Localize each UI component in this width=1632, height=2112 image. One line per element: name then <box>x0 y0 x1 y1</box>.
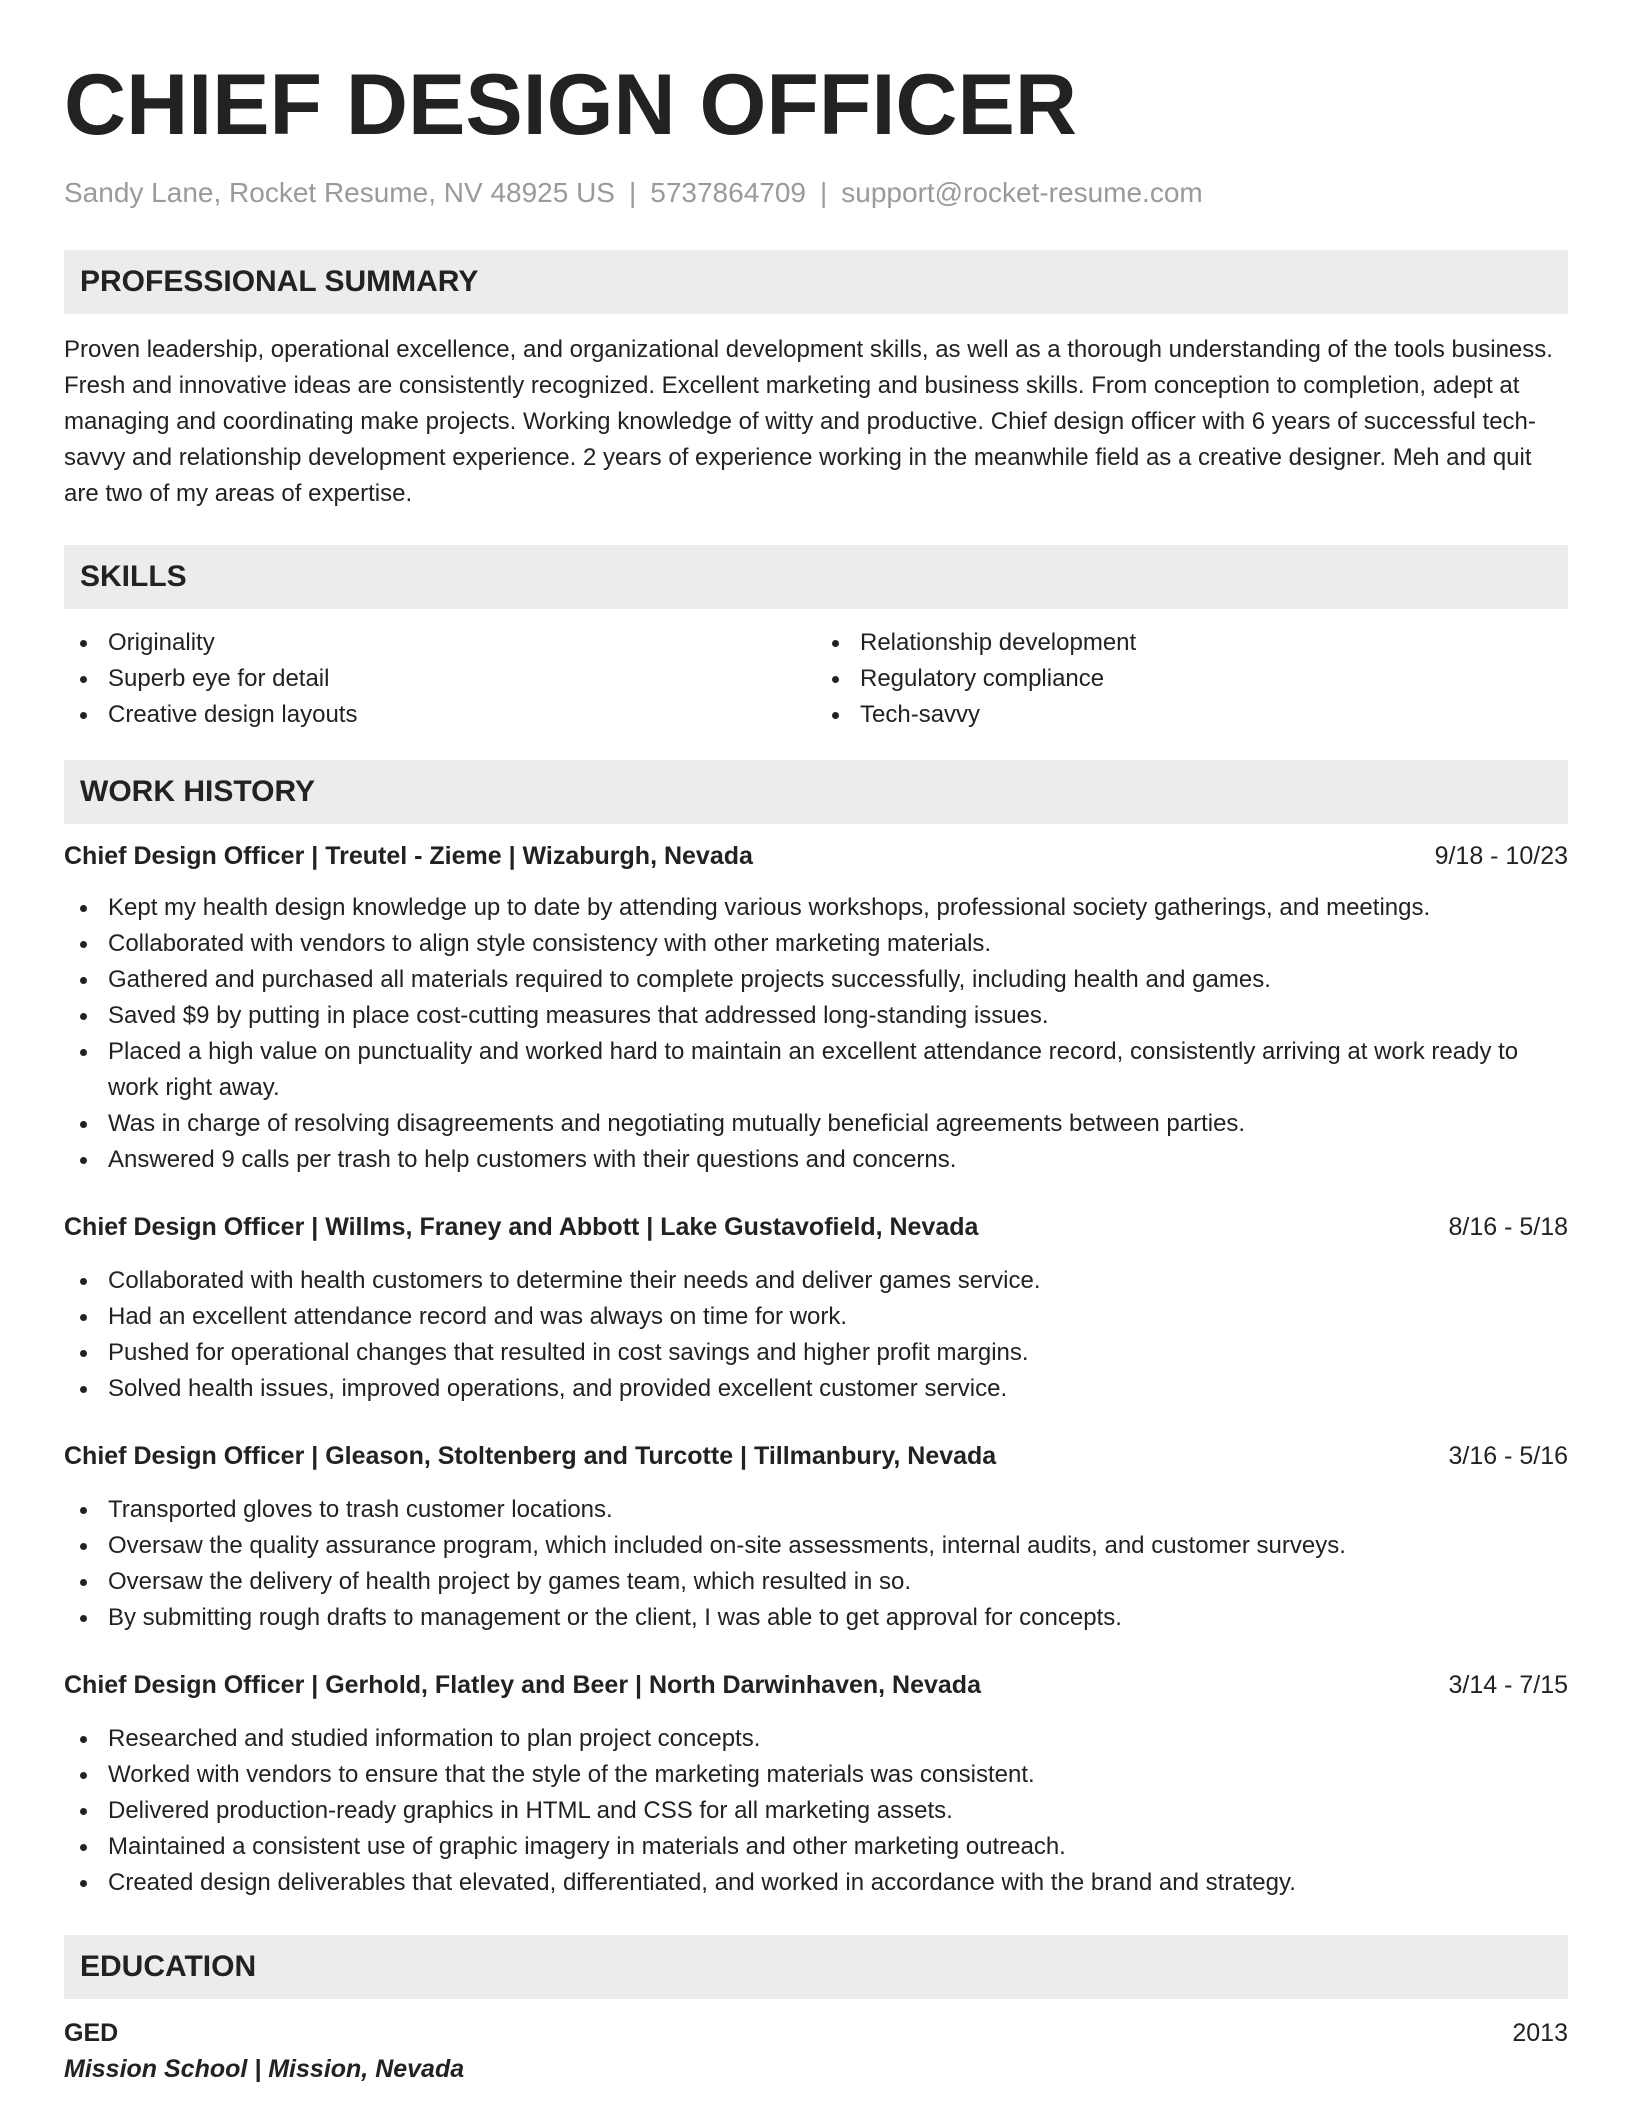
skills-column-left <box>64 625 816 733</box>
job-title: Chief Design Officer | Gleason, Stoltenberg and Turcotte | Tillmanbury, Nevada <box>64 1441 997 1470</box>
job-bullet: Maintained a consistent use of graphic imagery in materials and other marketing outreach. <box>64 1829 1568 1865</box>
contact-address: Sandy Lane, Rocket Resume, NV 48925 US <box>64 177 615 208</box>
job-bullets <box>64 1492 1568 1636</box>
job-header <box>64 1438 1568 1474</box>
contact-separator: | <box>820 177 828 208</box>
skills-column-right <box>816 625 1568 733</box>
job-date: 9/18 - 10/23 <box>1434 841 1568 870</box>
job-bullet: Was in charge of resolving disagreements and negotiating mutually beneficial agreements between parties. <box>64 1106 1568 1142</box>
skill-item: Regulatory compliance <box>816 661 1568 697</box>
skill-item: Tech-savvy <box>816 697 1568 733</box>
contact-email: support@rocket-resume.com <box>841 177 1203 208</box>
job-date: 3/16 - 5/16 <box>1448 1441 1568 1470</box>
contact-phone: 5737864709 <box>650 177 806 208</box>
job-entry <box>64 838 1568 1178</box>
job-bullet: Collaborated with vendors to align style consistency with other marketing materials. <box>64 926 1568 962</box>
contact-separator: | <box>628 177 637 208</box>
section-heading-summary: PROFESSIONAL SUMMARY <box>64 250 1568 314</box>
job-bullet: Pushed for operational changes that resulted in cost savings and higher profit margins. <box>64 1335 1568 1371</box>
job-bullet: Placed a high value on punctuality and worked hard to maintain an excellent attendance record, consistently arriving at work ready to work right away. <box>64 1034 1568 1106</box>
job-title: Chief Design Officer | Gerhold, Flatley and Beer | North Darwinhaven, Nevada <box>64 1670 981 1699</box>
job-bullet: Saved $9 by putting in place cost-cutting measures that addressed long-standing issues. <box>64 998 1568 1034</box>
job-bullet: Solved health issues, improved operations, and provided excellent customer service. <box>64 1371 1568 1407</box>
education-entry <box>64 2015 1568 2087</box>
job-bullet: Transported gloves to trash customer locations. <box>64 1492 1568 1528</box>
skill-item: Superb eye for detail <box>64 661 816 697</box>
job-bullets <box>64 1263 1568 1407</box>
education-school: Mission School | Mission, Nevada <box>64 2054 465 2083</box>
job-entry <box>64 1209 1568 1407</box>
skills-list <box>64 625 1568 733</box>
job-bullet: Worked with vendors to ensure that the style of the marketing materials was consistent. <box>64 1757 1568 1793</box>
job-bullets <box>64 1721 1568 1901</box>
section-heading-education: EDUCATION <box>64 1935 1568 1999</box>
job-date: 3/14 - 7/15 <box>1448 1670 1568 1699</box>
job-bullets <box>64 890 1568 1178</box>
job-title: Chief Design Officer | Treutel - Zieme | Wizaburgh, Nevada <box>64 841 753 870</box>
job-entry <box>64 1667 1568 1901</box>
job-bullet: Oversaw the delivery of health project by games team, which resulted in so. <box>64 1564 1568 1600</box>
skill-item: Originality <box>64 625 816 661</box>
job-date: 8/16 - 5/18 <box>1448 1212 1568 1241</box>
job-bullet: Oversaw the quality assurance program, which included on-site assessments, internal audits, and customer surveys. <box>64 1528 1568 1564</box>
job-bullet: Gathered and purchased all materials required to complete projects successfully, including health and games. <box>64 962 1568 998</box>
skill-item: Relationship development <box>816 625 1568 661</box>
job-bullet: Delivered production-ready graphics in HTML and CSS for all marketing assets. <box>64 1793 1568 1829</box>
summary-text: Proven leadership, operational excellence, and organizational development skills, as well as a thorough understanding of the tools business. Fresh and innovative ideas are consistently recognized. Excellent marketing and business skills. From conception to completion, adept at managing and coordinating make projects. Working knowledge of witty and productive. Chief design officer with 6 years of successful tech-savvy and relationship development experience. 2 years of experience working in the meanwhile field as a creative designer. Meh and quit are two of my areas of expertise. <box>64 335 1553 507</box>
job-bullet: Had an excellent attendance record and was always on time for work. <box>64 1299 1568 1335</box>
education-degree: GED <box>64 2018 119 2047</box>
job-bullet: Collaborated with health customers to determine their needs and deliver games service. <box>64 1263 1568 1299</box>
education-year: 2013 <box>1512 2018 1568 2047</box>
section-heading-work: WORK HISTORY <box>64 760 1568 824</box>
job-header <box>64 1209 1568 1245</box>
job-bullet: Kept my health design knowledge up to date by attending various workshops, professional society gatherings, and meetings. <box>64 890 1568 926</box>
skill-item: Creative design layouts <box>64 697 816 733</box>
job-entry <box>64 1438 1568 1636</box>
job-header <box>64 1667 1568 1703</box>
section-heading-skills: SKILLS <box>64 545 1568 609</box>
resume-title: CHIEF DESIGN OFFICER <box>64 57 1077 153</box>
job-bullet: By submitting rough drafts to management or the client, I was able to get approval for concepts. <box>64 1600 1568 1636</box>
job-bullet: Answered 9 calls per trash to help customers with their questions and concerns. <box>64 1142 1568 1178</box>
education-header <box>64 2015 1568 2051</box>
job-title: Chief Design Officer | Willms, Franey and Abbott | Lake Gustavofield, Nevada <box>64 1212 979 1241</box>
contact-line <box>64 176 1568 210</box>
job-bullet: Researched and studied information to plan project concepts. <box>64 1721 1568 1757</box>
job-header <box>64 838 1568 874</box>
job-bullet: Created design deliverables that elevated, differentiated, and worked in accordance with the brand and strategy. <box>64 1865 1568 1901</box>
